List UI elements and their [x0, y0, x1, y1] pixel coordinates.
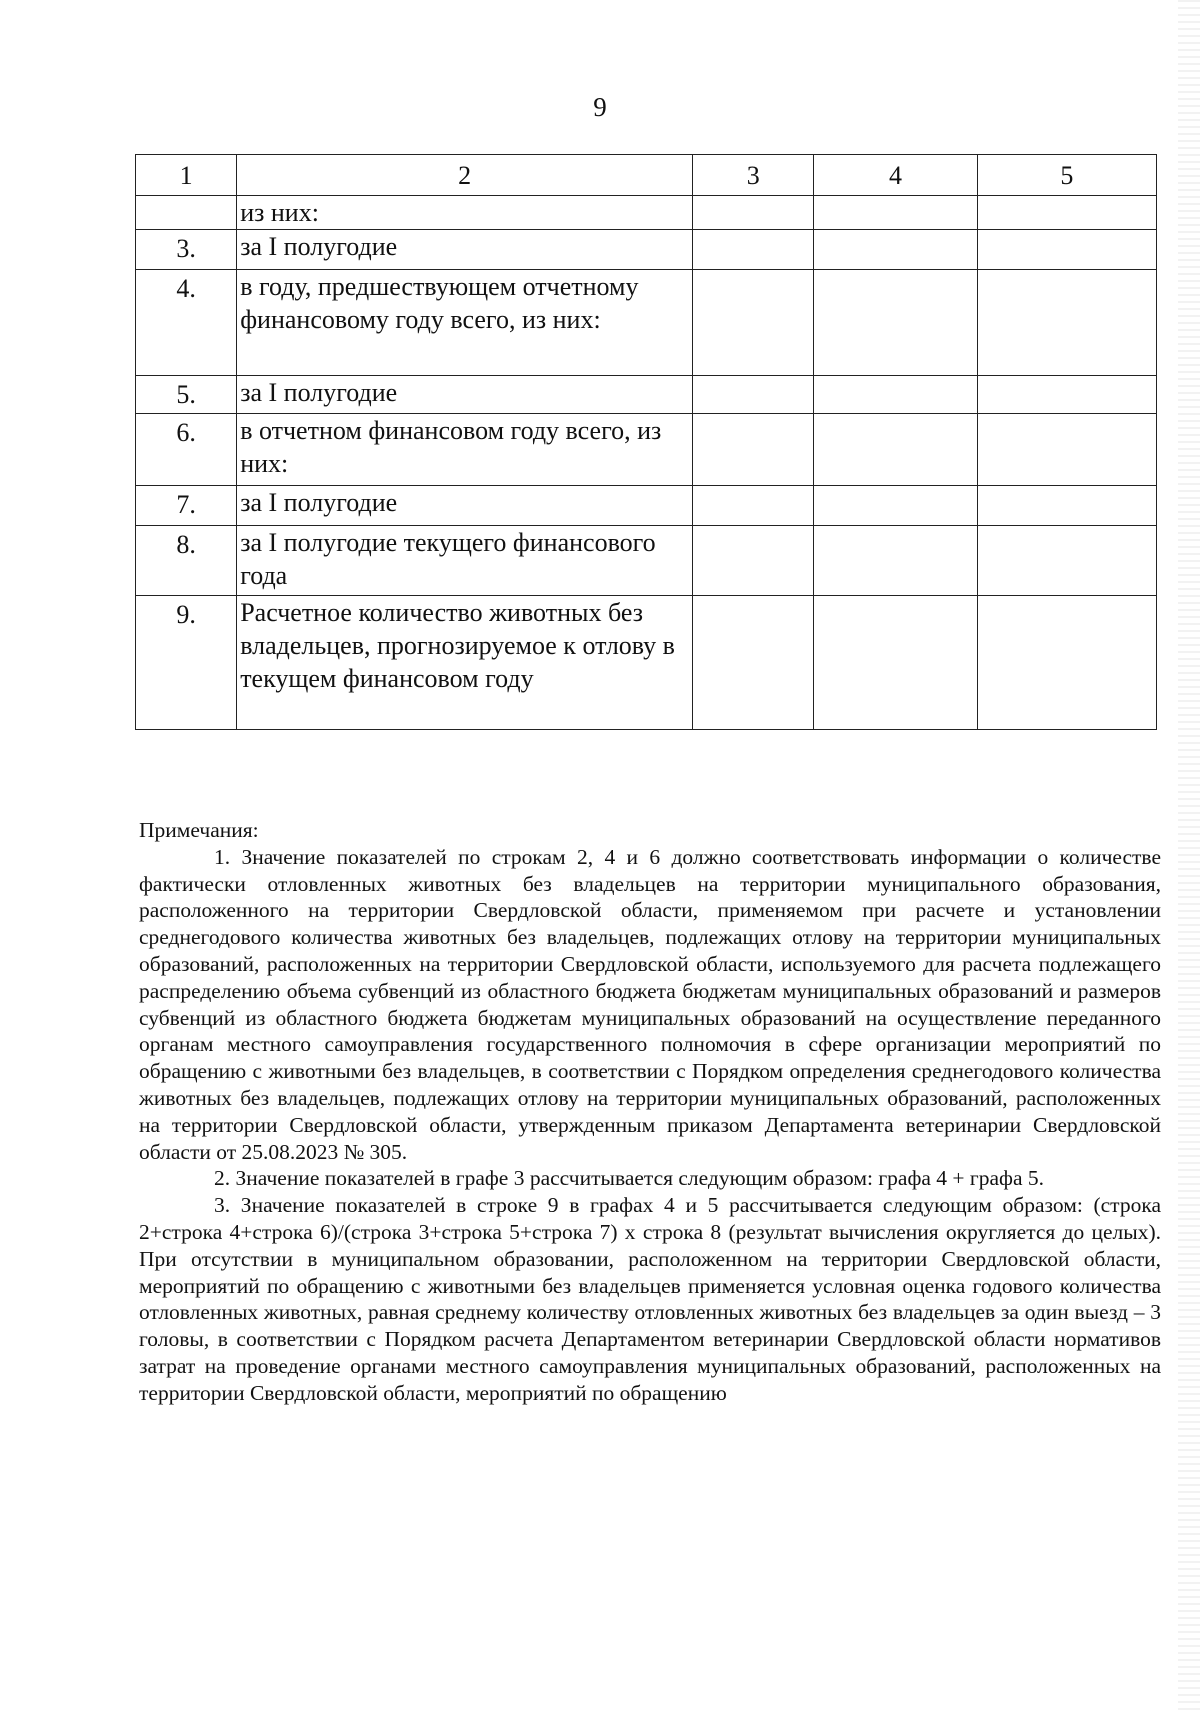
row-text: из них: — [237, 196, 693, 230]
value-cell — [814, 270, 977, 376]
row-number: 8. — [136, 526, 237, 596]
table-row — [136, 196, 1157, 230]
page-number: 9 — [593, 92, 607, 122]
row-text: за I полугодие текущего финансового года — [237, 526, 693, 596]
header-cell: 2 — [237, 155, 693, 196]
value-cell — [814, 596, 977, 730]
value-cell — [814, 230, 977, 270]
table-row — [136, 526, 1157, 596]
table-row — [136, 414, 1157, 486]
value-cell — [693, 230, 814, 270]
row-text: за I полугодие — [237, 376, 693, 414]
row-number: 9. — [136, 596, 237, 730]
value-cell — [814, 414, 977, 486]
value-cell — [977, 230, 1156, 270]
row-number: 5. — [136, 376, 237, 414]
value-cell — [977, 270, 1156, 376]
table-row — [136, 596, 1157, 730]
value-cell — [814, 376, 977, 414]
row-text: за I полугодие — [237, 486, 693, 526]
value-cell — [977, 196, 1156, 230]
row-text: за I полугодие — [237, 230, 693, 270]
header-cell: 4 — [814, 155, 977, 196]
header-cell: 5 — [977, 155, 1156, 196]
header-cell: 3 — [693, 155, 814, 196]
row-text: в году, предшествующем отчетному финансовому году всего, из них: — [237, 270, 693, 376]
row-number: 7. — [136, 486, 237, 526]
report-table — [135, 154, 1157, 730]
value-cell — [814, 526, 977, 596]
note-paragraph: 3. Значение показателей в строке 9 в графах 4 и 5 рассчитывается следующим образом: (строка 2+строка 4+строка 6)/(строка 3+строка 5+строка 7) х строка 8 (результат вычисления округляется до целых). При отсутствии в муниципальном образовании, расположенном на территории Свердловской области, мероприятий по обращению с животными без владельцев применяется условная оценка годового количества отловленных животных, равная среднему количеству отловленных животных без владельцев за один выезд – 3 головы, в соответствии с Порядком расчета Департаментом ветеринарии Свердловской области нормативов затрат на проведение органами местного самоуправления муниципальных образований, расположенных на территории Свердловской области, мероприятий по обращению — [139, 1193, 1161, 1405]
row-text: в отчетном финансовом году всего, из них: — [237, 414, 693, 486]
value-cell — [977, 526, 1156, 596]
row-text: Расчетное количество животных без владельцев, прогнозируемое к отлову в текущем финансовом году — [237, 596, 693, 730]
value-cell — [977, 486, 1156, 526]
table-row — [136, 376, 1157, 414]
notes-section — [139, 817, 1161, 1407]
header-cell: 1 — [136, 155, 237, 196]
value-cell — [977, 596, 1156, 730]
value-cell — [693, 526, 814, 596]
value-cell — [693, 596, 814, 730]
value-cell — [693, 414, 814, 486]
value-cell — [977, 414, 1156, 486]
row-number: 4. — [136, 270, 237, 376]
value-cell — [693, 486, 814, 526]
value-cell — [814, 196, 977, 230]
note-paragraph: 2. Значение показателей в графе 3 рассчитывается следующим образом: графа 4 + графа 5. — [214, 1166, 1045, 1191]
scan-noise — [1178, 0, 1200, 1711]
table-row — [136, 270, 1157, 376]
row-number: 3. — [136, 230, 237, 270]
table-row — [136, 230, 1157, 270]
notes-title: Примечания: — [139, 818, 259, 842]
row-number — [136, 196, 237, 230]
table-header-row — [136, 155, 1157, 196]
value-cell — [693, 270, 814, 376]
value-cell — [693, 196, 814, 230]
value-cell — [814, 486, 977, 526]
note-paragraph: 1. Значение показателей по строкам 2, 4 и 6 должно соответствовать информации о количестве фактически отловленных животных без владельцев на территории муниципального образования, расположенного на территории Свердловской области, применяемом при расчете и установлении среднегодового количества животных без владельцев, подлежащих отлову на территории муниципальных образований, расположенных на территории Свердловской области, используемого для расчета подлежащего распределению объема субвенций из областного бюджета бюджетам муниципальных образований и размеров субвенций из областного бюджета бюджетам муниципальных образований на осуществление переданного органам местного самоуправления государственного полномочия в сфере организации мероприятий по обращению с животными без владельцев, в соответствии с Порядком определения среднегодового количества животных без владельцев, подлежащих отлову на территории муниципальных образований, расположенных на территории Свердловской области, утвержденным приказом Департамента ветеринарии Свердловской области от 25.08.2023 № 305. — [139, 844, 1161, 1164]
table-row — [136, 486, 1157, 526]
value-cell — [977, 376, 1156, 414]
row-number: 6. — [136, 414, 237, 486]
value-cell — [693, 376, 814, 414]
